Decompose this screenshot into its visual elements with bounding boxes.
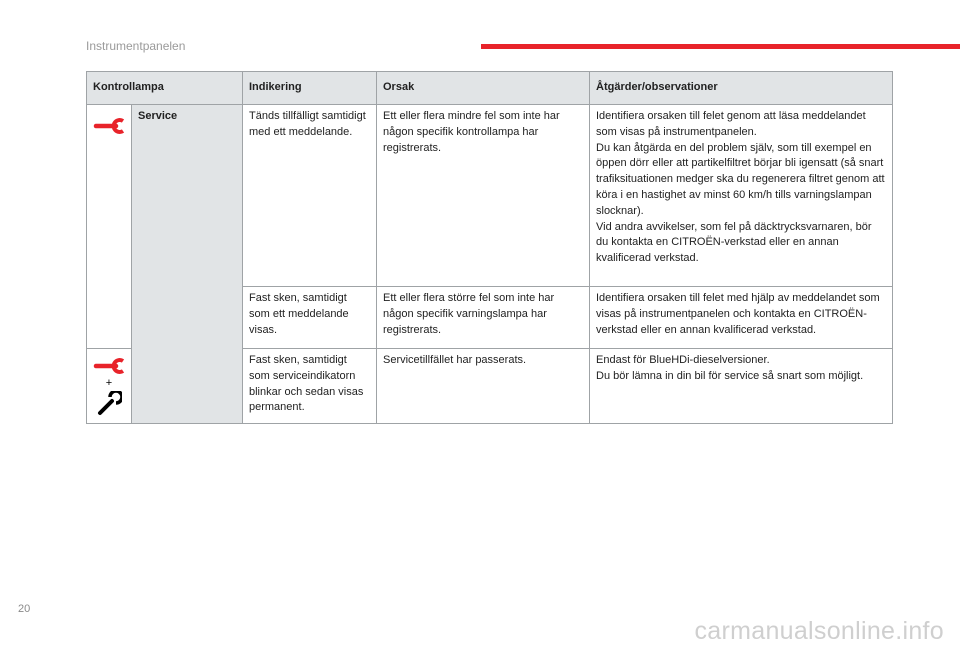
column-header-lamp: Kontrollampa [87, 72, 243, 105]
column-header-indication: Indikering [243, 72, 377, 105]
section-title: Instrumentpanelen [86, 39, 186, 53]
cause-cell: Ett eller flera mindre fel som inte har någon specifik kontrollampa har registrerats. [377, 105, 590, 287]
cause-cell: Ett eller flera större fel som inte har någon specifik varningslampa har registrerats. [377, 287, 590, 349]
indication-cell: Tänds tillfälligt samtidigt med ett meddelande. [243, 105, 377, 287]
action-cell: Endast för BlueHDi-dieselversioner. Du bör lämna in din bil för service så snart som möjligt. [590, 349, 893, 424]
header-accent-bar [481, 44, 960, 49]
table-row [87, 105, 893, 287]
column-header-action: Åtgärder/observationer [590, 72, 893, 105]
indication-cell: Fast sken, samtidigt som ett meddelande visas. [243, 287, 377, 349]
action-cell: Identifiera orsaken till felet genom att läsa meddelandet som visas på instrumentpanelen. Du kan åtgärda en del problem själv, som till exempel en öppen dörr eller att partikelfiltret börjar bli igensatt (så snart trafiksituationen medger ska du regenerera filtret genom att köra i en hastighet av minst 60 km/h tills varningslampan slocknar). Vid andra avvikelser, som fel på däcktrycksvarnaren, bör du kontakta en CITROËN-verkstad eller en annan kvalificerad verkstad. [590, 105, 893, 287]
page-number: 20 [18, 603, 31, 615]
plus-sign: + [105, 377, 113, 389]
wrench-icon [92, 113, 126, 135]
warning-lamp-table [86, 71, 893, 424]
cause-cell: Servicetillfället har passerats. [377, 349, 590, 424]
table-header-row [87, 72, 893, 105]
service-label: Service [132, 105, 243, 424]
action-cell: Identifiera orsaken till felet med hjälp av meddelandet som visas på instrumentpanelen och kontakta en CITROËN-verkstad eller en annan kvalificerad verkstad. [590, 287, 893, 349]
watermark: carmanualsonline.info [694, 617, 944, 645]
lamp-icon-cell [87, 105, 132, 349]
lamp-icon-cell [87, 349, 132, 424]
wrench-diagonal-icon [96, 391, 122, 417]
indication-cell: Fast sken, samtidigt som serviceindikatorn blinkar och sedan visas permanent. [243, 349, 377, 424]
column-header-cause: Orsak [377, 72, 590, 105]
wrench-icon [92, 355, 126, 375]
